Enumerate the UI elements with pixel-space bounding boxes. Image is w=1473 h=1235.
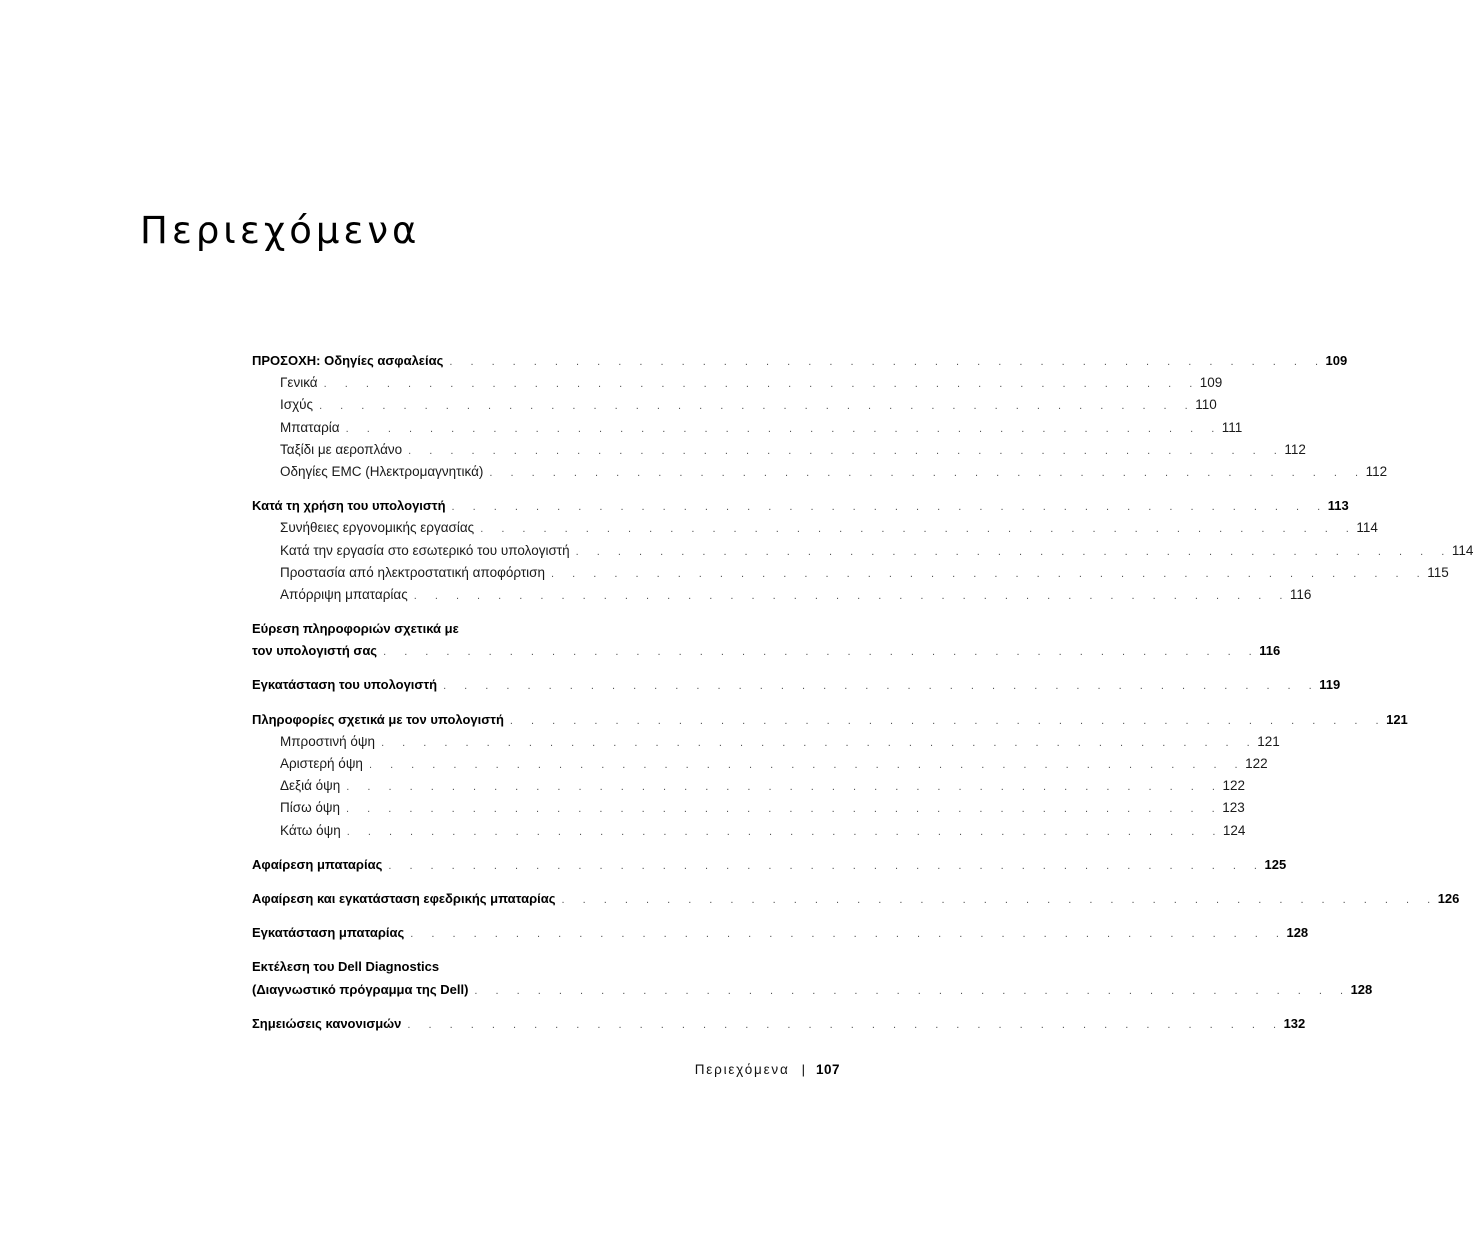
toc-page-number: 128	[1286, 925, 1309, 941]
toc-page-number: 126	[1437, 890, 1460, 906]
toc-page-number: 132	[1283, 1015, 1306, 1031]
toc-main-entry[interactable]	[252, 711, 1408, 734]
toc-dot-leader: . . . . . . . . . . . . . . . . . . . . . . . . . . . . . . . . . . . . . . . . . .	[561, 893, 1438, 906]
toc-dot-leader: . . . . . . . . . . . . . . . . . . . . . . . . . . . . . . . . . . . . . . . . . .	[323, 378, 1200, 391]
toc-main-entry[interactable]	[252, 925, 1309, 947]
toc-entry-title: Αφαίρεση και εγκατάσταση εφεδρικής μπαταρίας	[252, 890, 556, 906]
toc-entry-title: Σημειώσεις κανονισμών	[252, 1015, 402, 1031]
toc-page-number: 125	[1264, 856, 1287, 872]
toc-dot-leader: . . . . . . . . . . . . . . . . . . . . . . . . . . . . . . . . . . . . . . . . . .	[489, 466, 1366, 479]
toc-section	[252, 621, 1281, 665]
toc-main-entry[interactable]	[252, 677, 1341, 699]
toc-entry-title: Εύρεση πληροφοριών σχετικά με	[252, 621, 459, 637]
toc-dot-leader: . . . . . . . . . . . . . . . . . . . . . . . . . . . . . . . . . . . . . . . . . .	[346, 781, 1223, 794]
toc-page-number: 116	[1289, 586, 1312, 602]
toc-main-entry[interactable]	[252, 353, 1348, 375]
toc-page-number: 112	[1284, 441, 1306, 457]
page-footer	[695, 1062, 840, 1077]
toc-page-number: 113	[1327, 498, 1349, 514]
toc-dot-leader: . . . . . . . . . . . . . . . . . . . . . . . . . . . . . . . . . . . . . . . . . .	[509, 714, 1387, 727]
toc-sub-entry[interactable]	[252, 375, 1223, 397]
toc-page-number: 116	[1259, 643, 1281, 659]
toc-entry-title: Κατά τη χρήση του υπολογιστή	[252, 498, 446, 514]
toc-main-entry[interactable]	[252, 890, 1460, 913]
toc-sub-entry[interactable]	[252, 397, 1217, 419]
toc-page-number: 114	[1451, 542, 1473, 558]
toc-dot-leader: . . . . . . . . . . . . . . . . . . . . . . . . . . . . . . . . . . . . . . . . . .	[480, 523, 1357, 536]
toc-main-entry[interactable]	[252, 1015, 1306, 1038]
toc-section	[252, 890, 1460, 913]
toc-section	[252, 959, 1373, 1003]
toc-entry-title: Πληροφορίες σχετικά με τον υπολογιστή	[252, 711, 504, 727]
toc-section	[252, 677, 1341, 699]
toc-main-entry[interactable]	[252, 621, 685, 643]
toc-entry-title: Αφαίρεση μπαταρίας	[252, 856, 383, 872]
toc-sub-entry[interactable]	[252, 441, 1306, 464]
toc-dot-leader: . . . . . . . . . . . . . . . . . . . . . . . . . . . . . . . . . . . . . . . . . .	[346, 825, 1223, 838]
toc-dot-leader: . . . . . . . . . . . . . . . . . . . . . . . . . . . . . . . . . . . . . . . . . .	[413, 589, 1290, 602]
toc-sub-entry[interactable]	[252, 756, 1268, 778]
toc-entry-title: Ισχύς	[280, 397, 314, 413]
toc-dot-leader: . . . . . . . . . . . . . . . . . . . . . . . . . . . . . . . . . . . . . . . . . .	[451, 501, 1328, 514]
table-of-contents	[252, 353, 1473, 1050]
toc-page-number: 121	[1257, 733, 1280, 749]
toc-entry-title: Εκτέλεση του Dell Diagnostics	[252, 959, 440, 975]
toc-section	[252, 498, 1473, 609]
toc-section	[252, 856, 1287, 879]
toc-entry-title: Συνήθειες εργονομικής εργασίας	[280, 520, 475, 536]
toc-page-number: 121	[1386, 711, 1408, 727]
toc-entry-title: Εγκατάσταση μπαταρίας	[252, 925, 405, 941]
toc-sub-entry[interactable]	[252, 733, 1280, 756]
toc-page-number: 123	[1222, 800, 1245, 816]
toc-entry-title: Οδηγίες EMC (Ηλεκτρομαγνητικά)	[280, 463, 484, 479]
toc-entry-title: Αριστερή όψη	[280, 756, 363, 771]
toc-sub-entry[interactable]	[252, 520, 1378, 542]
toc-entry-title: Εγκατάσταση του υπολογιστή	[252, 677, 438, 693]
toc-page-number: 122	[1245, 756, 1268, 771]
toc-sub-entry[interactable]	[252, 800, 1245, 822]
toc-sub-entry[interactable]	[252, 463, 1388, 486]
toc-page-number: 115	[1427, 564, 1449, 580]
toc-page-number: 109	[1199, 375, 1223, 391]
toc-sub-entry[interactable]	[252, 564, 1449, 587]
toc-sub-entry[interactable]	[252, 822, 1246, 845]
toc-dot-leader: . . . . . . . . . . . . . . . . . . . . . . . . . . . . . . . . . . . . . . . . . .	[368, 759, 1246, 771]
toc-page-number: 112	[1365, 463, 1388, 479]
toc-main-entry[interactable]	[252, 856, 1287, 879]
footer-separator: |	[801, 1062, 805, 1077]
toc-dot-leader: . . . . . . . . . . . . . . . . . . . . . . . . . . . . . . . . . . . . . . . . . .	[383, 646, 1260, 659]
toc-dot-leader: . . . . . . . . . . . . . . . . . . . . . . . . . . . . . . . . . . . . . . . . . .	[381, 736, 1258, 749]
toc-entry-title: Κάτω όψη	[280, 822, 341, 838]
toc-main-entry[interactable]	[252, 959, 685, 981]
toc-page-number: 119	[1319, 677, 1341, 693]
toc-dot-leader: . . . . . . . . . . . . . . . . . . . . . . . . . . . . . . . . . . . . . . . . . .	[319, 400, 1196, 413]
toc-page-number: 122	[1222, 778, 1245, 794]
toc-dot-leader: . . . . . . . . . . . . . . . . . . . . . . . . . . . . . . . . . . . . . . . . . .	[551, 567, 1428, 580]
toc-dot-leader: . . . . . . . . . . . . . . . . . . . . . . . . . . . . . . . . . . . . . . . . . .	[346, 803, 1223, 816]
toc-dot-leader: . . . . . . . . . . . . . . . . . . . . . . . . . . . . . . . . . . . . . . . . . .	[449, 356, 1326, 368]
footer-section-label: Περιεχόμενα	[694, 1062, 790, 1077]
toc-dot-leader: . . . . . . . . . . . . . . . . . . . . . . . . . . . . . . . . . . . . . . . . . .	[410, 928, 1287, 941]
toc-entry-title: (Διαγνωστικό πρόγραμμα της Dell)	[252, 981, 469, 997]
toc-entry-title: Μπροστινή όψη	[280, 733, 376, 749]
toc-page-number: 111	[1221, 419, 1243, 435]
toc-main-entry[interactable]	[252, 643, 1281, 665]
toc-main-entry[interactable]	[252, 498, 1349, 520]
toc-entry-title: Δεξιά όψη	[280, 778, 341, 794]
footer-page-number: 107	[815, 1062, 840, 1077]
toc-page-number: 110	[1195, 397, 1217, 413]
toc-page-number: 114	[1356, 520, 1378, 536]
toc-entry-title: Ταξίδι με αεροπλάνο	[280, 441, 403, 457]
toc-page-number: 128	[1350, 981, 1373, 997]
toc-dot-leader: . . . . . . . . . . . . . . . . . . . . . . . . . . . . . . . . . . . . . . . . . .	[575, 545, 1452, 558]
toc-dot-leader: . . . . . . . . . . . . . . . . . . . . . . . . . . . . . . . . . . . . . . . . . .	[388, 859, 1265, 872]
toc-entry-title: τον υπολογιστή σας	[252, 643, 378, 659]
toc-sub-entry[interactable]	[252, 419, 1243, 442]
toc-sub-entry[interactable]	[252, 778, 1245, 800]
toc-section	[252, 353, 1388, 486]
toc-page-number: 124	[1222, 822, 1246, 838]
toc-dot-leader: . . . . . . . . . . . . . . . . . . . . . . . . . . . . . . . . . . . . . . . . . .	[407, 1018, 1284, 1031]
toc-entry-title: ΠΡΟΣΟΧΗ: Οδηγίες ασφαλείας	[252, 353, 444, 368]
toc-dot-leader: . . . . . . . . . . . . . . . . . . . . . . . . . . . . . . . . . . . . . . . . . .	[474, 984, 1351, 997]
toc-dot-leader: . . . . . . . . . . . . . . . . . . . . . . . . . . . . . . . . . . . . . . . . . .	[408, 444, 1285, 457]
toc-entry-title: Πίσω όψη	[280, 800, 341, 816]
toc-entry-title: Γενικά	[280, 375, 318, 391]
toc-section	[252, 711, 1408, 845]
toc-main-entry[interactable]	[252, 981, 1373, 1004]
toc-sub-entry[interactable]	[252, 542, 1473, 565]
toc-dot-leader: . . . . . . . . . . . . . . . . . . . . . . . . . . . . . . . . . . . . . . . . . .	[443, 680, 1320, 693]
toc-sub-entry[interactable]	[252, 586, 1312, 609]
toc-entry-title: Μπαταρία	[280, 419, 340, 435]
toc-entry-title: Προστασία από ηλεκτροστατική αποφόρτιση	[280, 564, 546, 580]
toc-dot-leader: . . . . . . . . . . . . . . . . . . . . . . . . . . . . . . . . . . . . . . . . . .	[345, 422, 1222, 435]
page-title: Περιεχόμενα	[140, 209, 421, 252]
toc-page-number: 109	[1325, 353, 1348, 368]
toc-entry-title: Κατά την εργασία στο εσωτερικό του υπολογιστή	[280, 542, 570, 558]
toc-section	[252, 1015, 1306, 1038]
toc-entry-title: Απόρριψη μπαταρίας	[280, 586, 408, 602]
toc-section	[252, 925, 1309, 947]
